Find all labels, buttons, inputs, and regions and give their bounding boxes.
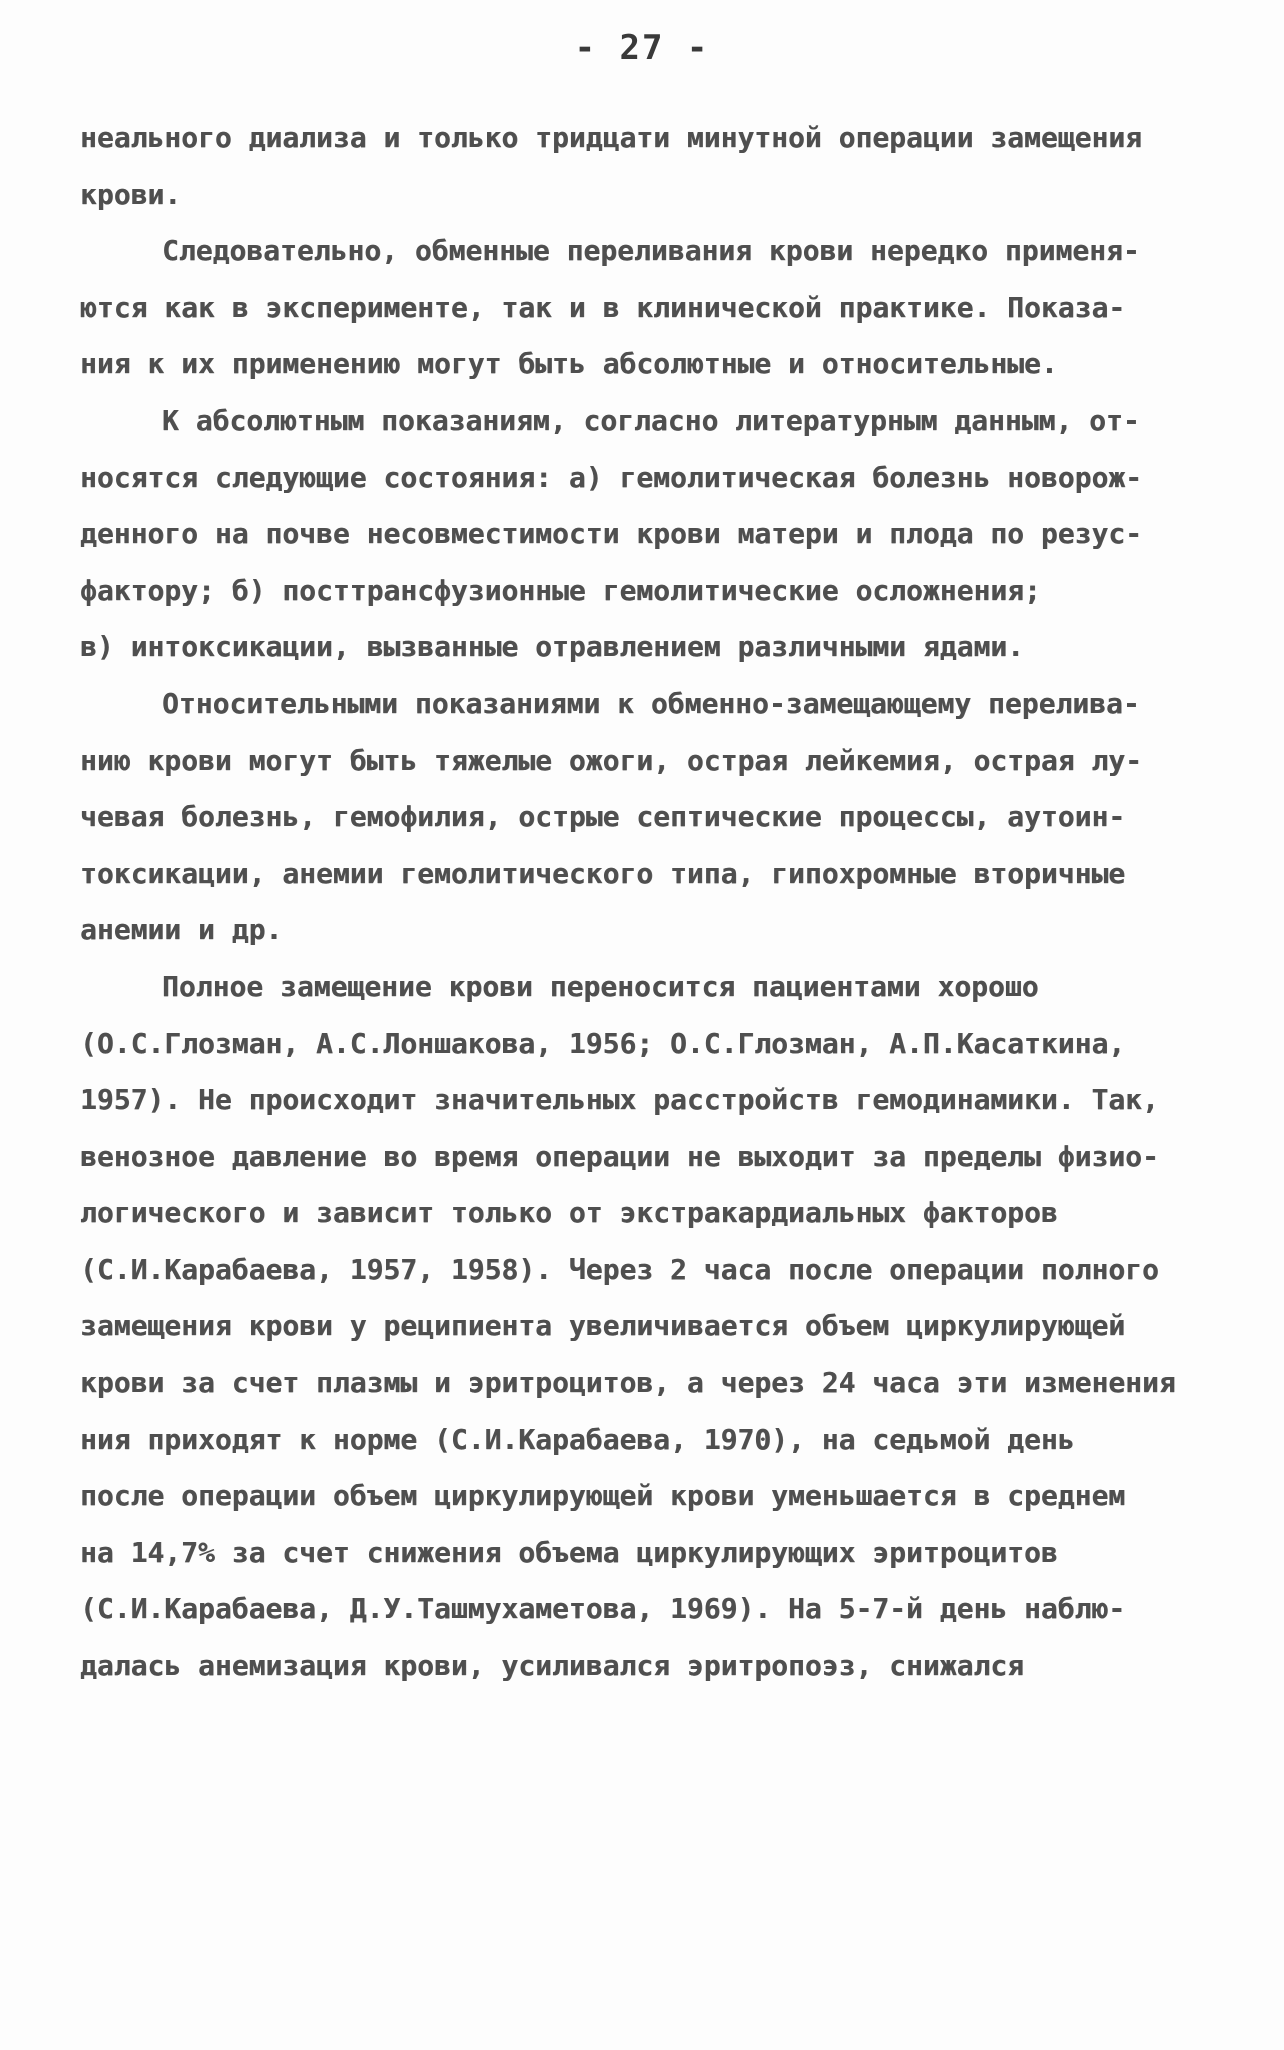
text-line: логического и зависит только от экстракардиальных факторов (80, 1196, 1058, 1230)
text-line: после операции объем циркулирующей крови уменьшается в среднем (80, 1479, 1126, 1513)
text-line: ются как в эксперименте, так и в клинической практике. Показа- (80, 290, 1126, 324)
text-line: неального диализа и только тридцати минутной операции замещения (80, 121, 1143, 154)
text-line: венозное давление во время операции не выходит за пределы физио- (80, 1139, 1159, 1173)
text-line: денного на почве несовместимости крови матери и плода по резус- (80, 517, 1143, 551)
body-text (80, 110, 1190, 1695)
text-line: (С.И.Карабаева, 1957, 1958). Через 2 часа после операции полного (80, 1252, 1159, 1286)
text-line: К абсолютным показаниям, согласно литературным данным, от- (162, 403, 1140, 437)
text-line: фактору; б) посттрансфузионные гемолитические осложнения; (80, 573, 1041, 607)
text-line: ния к их применению могут быть абсолютные и относительные. (80, 347, 1058, 381)
text-line: (О.С.Глозман, А.С.Лоншакова, 1956; О.С.Глозман, А.П.Касаткина, (80, 1026, 1126, 1060)
text-line: носятся следующие состояния: а) гемолитическая болезнь новорож- (80, 460, 1143, 494)
text-line: 1957). Не происходит значительных расстройств гемодинамики. Так, (80, 1083, 1159, 1117)
text-line: чевая болезнь, гемофилия, острые септические процессы, аутоин- (80, 800, 1126, 834)
text-line: токсикации, анемии гемолитического типа, гипохромные вторичные (80, 856, 1126, 890)
text-line: крови за счет плазмы и эритроцитов, а через 24 часа эти изменения (80, 1366, 1176, 1400)
text-line: в) интоксикации, вызванные отравлением различными ядами. (80, 630, 1025, 664)
text-line: Следовательно, обменные переливания крови нередко применя- (162, 234, 1140, 268)
text-line: замещения крови у реципиента увеличивается объем циркулирующей (80, 1309, 1126, 1343)
text-line: далась анемизация крови, усиливался эритропоэз, снижался (80, 1649, 1025, 1683)
text-line: на 14,7% за счет снижения объема циркулирующих эритроцитов (80, 1535, 1058, 1569)
text-line: (С.И.Карабаева, Д.У.Ташмухаметова, 1969). На 5-7-й день наблю- (80, 1592, 1126, 1626)
text-line: Относительными показаниями к обменно-замещающему перелива- (162, 686, 1140, 720)
text-line: крови. (80, 177, 182, 211)
text-line: Полное замещение крови переносится пациентами хорошо (162, 969, 1039, 1003)
page-number: - 27 - (574, 28, 710, 68)
text-line: анемии и др. (80, 913, 283, 947)
text-line: нию крови могут быть тяжелые ожоги, острая лейкемия, острая лу- (80, 743, 1143, 777)
text-line: ния приходят к норме (С.И.Карабаева, 1970), на седьмой день (80, 1422, 1075, 1456)
